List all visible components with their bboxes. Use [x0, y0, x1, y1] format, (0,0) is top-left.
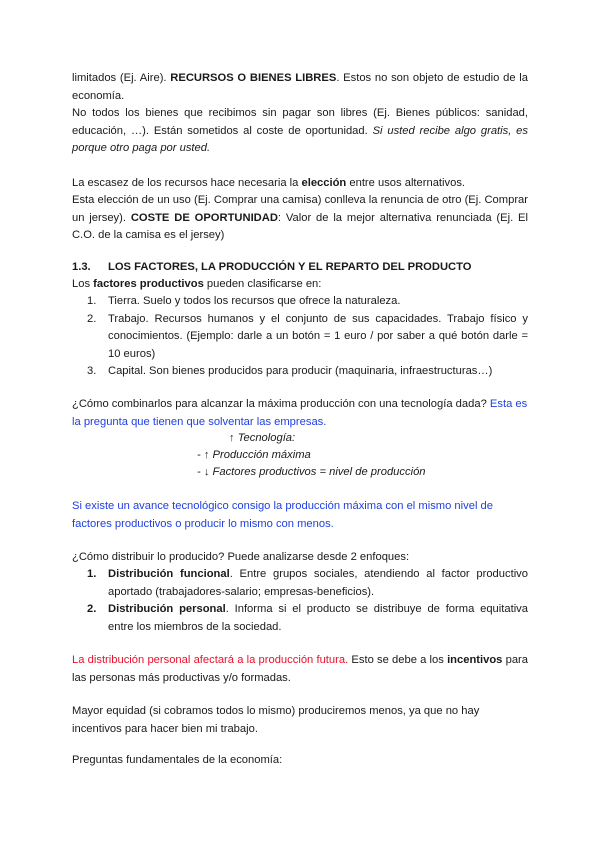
paragraph-public-goods	[72, 105, 528, 158]
text-span: Esto se debe a los	[348, 654, 448, 666]
text-span: La escasez de los recursos hace necesaria la	[72, 177, 302, 189]
bold-term: incentivos	[447, 654, 503, 666]
text-span: ¿Cómo combinarlos para alcanzar la máxima producción con una tecnología dada?	[72, 398, 490, 410]
paragraph-fundamental-questions: Preguntas fundamentales de la economía:	[72, 754, 283, 766]
paragraph-free-goods	[72, 70, 528, 105]
paragraph-opportunity-cost	[72, 192, 528, 245]
tech-line-max-production: - ↑ Producción máxima	[197, 449, 311, 461]
bold-term: factores productivos	[93, 278, 204, 290]
bold-term: Distribución funcional	[108, 568, 230, 580]
blue-highlight: Esta es la pregunta que tienen que solventar las empresas.	[72, 398, 528, 428]
list-item	[72, 311, 528, 364]
list-text: . Entre grupos sociales, atendiendo al factor productivo aportado (trabajadores-salario; empresas-beneficios).	[108, 568, 528, 598]
paragraph-question-combine	[72, 396, 528, 431]
distribution-list	[72, 566, 528, 636]
list-item	[72, 293, 528, 311]
list-number: 1.	[87, 295, 97, 307]
section-number: 1.3.	[72, 261, 91, 273]
paragraph-question-distribute: ¿Cómo distribuir lo producido? Puede analizarse desde 2 enfoques:	[72, 551, 410, 563]
tech-line-factors: - ↓ Factores productivos = nivel de producción	[197, 466, 426, 478]
section-title: LOS FACTORES, LA PRODUCCIÓN Y EL REPARTO DEL PRODUCTO	[108, 261, 472, 273]
tech-line-technology: ↑ Tecnología:	[229, 432, 296, 444]
paragraph-tech-note: Si existe un avance tecnológico consigo la producción máxima con el mismo nivel de factores productivos o producir lo mismo con menos.	[72, 500, 493, 530]
list-number: 2.	[87, 312, 97, 325]
list-item	[72, 601, 528, 636]
list-text: Capital. Son bienes producidos para producir (maquinaria, infraestructuras…)	[108, 365, 493, 377]
red-highlight: La distribución personal afectará a la producción futura.	[72, 654, 349, 666]
text-span: pueden clasificarse en:	[203, 278, 322, 290]
paragraph-factors-intro	[72, 276, 528, 294]
list-text: Trabajo. Recursos humanos y el conjunto de sus capacidades. Trabajo físico y conocimientos. (Ejemplo: darle a un botón = 1 euro / por saber a qué botón darle = 10 euros)	[108, 312, 528, 360]
bold-term: Distribución personal	[108, 603, 226, 615]
list-item	[72, 566, 528, 601]
text-span: Esta elección de un uso (Ej. Comprar una camisa) conlleva la renuncia de otro (Ej. Comprar un jersey).	[72, 194, 528, 224]
list-number: 3.	[87, 365, 97, 377]
list-number: 2.	[87, 603, 97, 615]
italic-quote: Si usted recibe algo gratis, es porque otro paga por usted.	[72, 124, 528, 154]
list-item	[72, 363, 528, 381]
paragraph-scarcity	[72, 175, 528, 193]
text-span: . Estos no son objeto de estudio de la economía.	[72, 72, 528, 102]
bold-term: RECURSOS O BIENES LIBRES	[170, 72, 337, 84]
bold-term: COSTE DE OPORTUNIDAD	[130, 211, 278, 224]
text-span: limitados (Ej. Aire).	[72, 72, 171, 84]
text-span: : Valor de la mejor alternativa renunciada (Ej. El C.O. de la camisa es el jersey)	[72, 211, 528, 241]
list-text: . Informa si el producto se distribuye de forma equitativa entre los miembros de la sociedad.	[108, 603, 528, 633]
text-span: entre usos alternativos.	[346, 177, 466, 189]
bold-term: elección	[301, 177, 347, 189]
list-text: Tierra. Suelo y todos los recursos que ofrece la naturaleza.	[108, 295, 401, 307]
section-heading	[72, 259, 528, 277]
factors-list	[72, 293, 528, 381]
text-span: para las personas más productivas y/o formadas.	[72, 654, 529, 684]
list-number: 1.	[87, 568, 97, 580]
paragraph-equity: Mayor equidad (si cobramos todos lo mismo) produciremos menos, ya que no hay incentivos para hacer bien mi trabajo.	[72, 705, 480, 735]
text-span: No todos los bienes que recibimos sin pagar son libres (Ej. Bienes públicos: sanidad, educación, …). Están sometidos al coste de oportunidad.	[72, 107, 528, 137]
paragraph-personal-distribution	[72, 652, 528, 687]
text-span: Los	[72, 278, 94, 290]
